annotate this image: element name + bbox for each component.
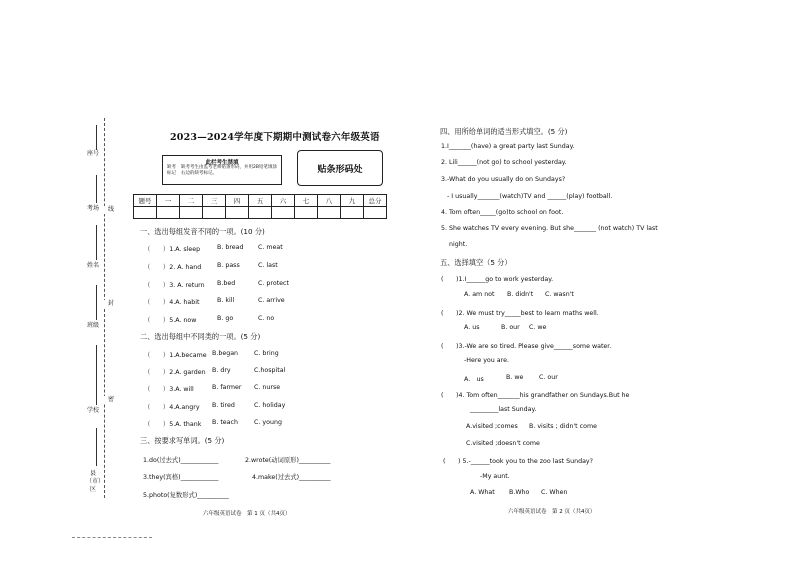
s5-q1-option-a: A. am not xyxy=(464,291,495,298)
score-cell xyxy=(226,207,249,219)
score-value-row xyxy=(134,207,387,219)
s1-q1-option-c: C. meat xyxy=(258,244,283,251)
score-cell xyxy=(134,207,157,219)
s5-q5-option-b: B.Who xyxy=(509,489,530,496)
score-col-7: 七 xyxy=(295,195,318,207)
score-header-row xyxy=(134,195,387,207)
score-cell xyxy=(180,207,203,219)
s5-q5-stem: ( ) 5.-______took you to the zoo last Sunday? xyxy=(443,458,594,465)
s1-q5-option-c: C. no xyxy=(258,315,275,322)
s5-q2-option-b: B. our xyxy=(501,324,520,331)
bottom-dash xyxy=(72,537,152,538)
s1-q3-option-b: B.bed xyxy=(217,280,236,287)
s5-q5-reply: -My aunt. xyxy=(480,473,510,480)
score-cell xyxy=(295,207,318,219)
s5-q3-option-b: B. we xyxy=(506,374,524,381)
gutter-blank-county xyxy=(96,428,97,466)
gutter-label-room: 考场 xyxy=(86,205,99,212)
score-cell xyxy=(318,207,341,219)
s5-q3-option-c: C. our xyxy=(539,374,558,381)
section-3-title: 三、按要求写单词。(5 分) xyxy=(140,436,225,445)
s1-q2-option-b: B. pass xyxy=(217,262,240,269)
s5-q4-option-b: B. visits ; didn't come xyxy=(529,423,597,430)
score-col-4: 四 xyxy=(226,195,249,207)
score-cell xyxy=(272,207,295,219)
s3-q3: 3.they(宾格)____________ xyxy=(143,474,219,481)
gutter-label-county: 县（市）区 xyxy=(86,470,105,493)
s4-q3-answer: - I usually_______(watch)TV and ______(play) football. xyxy=(447,193,613,200)
s1-q2-stem: （ ）2. A. hand xyxy=(144,264,202,271)
s2-q2-option-c: C.hospital xyxy=(254,367,286,374)
absence-mark: 缺考标记 xyxy=(167,165,176,176)
absence-notice-box xyxy=(162,155,282,185)
score-col-8: 八 xyxy=(318,195,341,207)
score-cell xyxy=(249,207,272,219)
s2-q2-stem: （ ）2.A. garden xyxy=(144,369,206,376)
barcode-area: 贴条形码处 xyxy=(297,150,383,186)
s4-q5-line1: 5. She watches TV every evening. But she_______ (not watch) TV last xyxy=(441,225,658,232)
s3-q2: 2.wrote(动词原形)__________ xyxy=(245,457,331,464)
s5-q5-option-c: C. When xyxy=(541,489,568,496)
s2-q1-option-c: C. bring xyxy=(254,350,279,357)
seal-char-xian: 线 xyxy=(104,206,118,214)
s2-q3-option-c: C. nurse xyxy=(254,384,281,391)
score-col-label: 题号 xyxy=(134,195,157,207)
s5-q5-option-a: A. What xyxy=(470,489,495,496)
score-cell xyxy=(341,207,364,219)
s5-q3-stem: ( )3.-We are so tired. Please give______some water. xyxy=(441,343,612,350)
left-page-footer: 六年级英语试卷 第 1 页（共4页） xyxy=(203,511,291,517)
s2-q3-option-b: B. farmer xyxy=(212,384,242,391)
gutter-blank-school xyxy=(96,345,97,405)
s1-q4-option-b: B. kill xyxy=(217,297,235,304)
s1-q1-stem: （ ）1.A. sleep xyxy=(144,246,201,253)
s1-q5-stem: （ ）5.A. now xyxy=(144,317,197,324)
s4-q5-line2: night. xyxy=(449,241,468,248)
s2-q4-option-c: C. holiday xyxy=(254,402,286,409)
right-page-footer: 六年级英语试卷 第 2 页（共4页） xyxy=(508,509,596,515)
s1-q5-option-b: B. go xyxy=(217,315,234,322)
score-col-9: 九 xyxy=(341,195,364,207)
section-5-title: 五、选择填空（5 分） xyxy=(440,258,512,267)
gutter-blank-name xyxy=(96,225,97,260)
s5-q4-option-c: C.visited ;doesn't come xyxy=(466,440,540,447)
score-cell xyxy=(203,207,226,219)
s5-q2-option-a: A. us xyxy=(464,324,480,331)
section-1-title: 一、选出每组发音不同的一项。(10 分) xyxy=(140,227,265,236)
score-col-5: 五 xyxy=(249,195,272,207)
section-2-title: 二、选出每组中不同类的一项。(5 分) xyxy=(140,332,261,341)
s4-q1: 1.I_______(have) a great party last Sunday. xyxy=(441,143,575,150)
seal-line xyxy=(104,118,105,498)
score-col-6: 六 xyxy=(272,195,295,207)
s1-q4-option-c: C. arrive xyxy=(258,297,285,304)
score-cell xyxy=(157,207,180,219)
score-table xyxy=(133,194,387,219)
s2-q1-option-b: B.began xyxy=(212,350,239,357)
s1-q2-option-c: C. last xyxy=(258,262,278,269)
score-cell xyxy=(364,207,387,219)
gutter-label-class: 班级 xyxy=(86,322,99,329)
s5-q4-stem: ( )4. Tom often_______his grandfather on Sundays.But he xyxy=(441,392,630,399)
s3-q4: 4.make(过去式)__________ xyxy=(252,474,331,481)
s2-q5-option-b: B. teach xyxy=(212,419,238,426)
s1-q4-stem: （ ）4.A. habit xyxy=(144,299,200,306)
gutter-label-school: 学校 xyxy=(86,407,99,414)
s5-q1-option-b: B. didn't xyxy=(507,291,534,298)
s5-q1-option-c: C. wasn't xyxy=(545,291,574,298)
s5-q3-option-a: A. us xyxy=(464,376,484,383)
s2-q4-option-b: B. tired xyxy=(212,402,235,409)
s5-q2-option-c: C. we xyxy=(529,324,547,331)
score-col-total: 总分 xyxy=(364,195,387,207)
s4-q2: 2. Lili______(not go) to school yesterday. xyxy=(441,159,567,166)
gutter-blank-seat xyxy=(96,125,97,150)
s3-q5: 5.photo(复数形式)__________ xyxy=(143,492,229,499)
s3-q1: 1.do(过去式)____________ xyxy=(143,457,219,464)
s1-q3-stem: （ ）3. A. return xyxy=(144,282,205,289)
score-col-3: 三 xyxy=(203,195,226,207)
gutter-label-seat: 座号 xyxy=(86,150,99,157)
s1-q1-option-b: B. bread xyxy=(217,244,244,251)
s4-q4: 4. Tom often_____(go)to school on foot. xyxy=(441,209,564,216)
seal-char-feng: 封 xyxy=(104,300,118,308)
s2-q1-stem: （ ）1.A.became xyxy=(144,352,207,359)
s5-q3-reply: -Here you are. xyxy=(464,357,509,364)
s2-q4-stem: （ ）4.A.angry xyxy=(144,404,200,411)
gutter-blank-class xyxy=(96,285,97,320)
gutter-label-name: 姓名 xyxy=(86,262,99,269)
s2-q2-option-b: B. dry xyxy=(212,367,231,374)
s5-q2-stem: ( )2. We must try_____best to learn maths well. xyxy=(441,310,599,317)
s4-q3-question: 3.-What do you usually do on Sundays? xyxy=(441,176,566,183)
s1-q3-option-c: C. protect xyxy=(258,280,289,287)
score-col-2: 二 xyxy=(180,195,203,207)
s5-q1-stem: ( )1.I______go to work yesterday. xyxy=(441,276,554,283)
seal-char-mi: 密 xyxy=(104,396,118,404)
score-col-1: 一 xyxy=(157,195,180,207)
s2-q3-stem: （ ）3.A. will xyxy=(144,386,194,393)
s5-q4-stem-cont: _________last Sunday. xyxy=(470,406,537,413)
section-4-title: 四、用所给单词的适当形式填空。(5 分) xyxy=(440,127,568,136)
s5-q4-option-a: A.visited ;comes xyxy=(466,423,518,430)
notice-title: 此栏考生禁填 xyxy=(205,160,239,166)
s2-q5-option-c: C. young xyxy=(254,419,282,426)
exam-title: 2023—2024学年度下期期中测试卷六年级英语 xyxy=(170,132,380,143)
s2-q5-stem: （ ）5.A. thank xyxy=(144,421,202,428)
gutter-blank-room xyxy=(96,175,97,203)
notice-text: 缺考考生由监考老师贴条形码，并用2B铅笔填涂右边的缺考标记。 xyxy=(181,165,277,176)
